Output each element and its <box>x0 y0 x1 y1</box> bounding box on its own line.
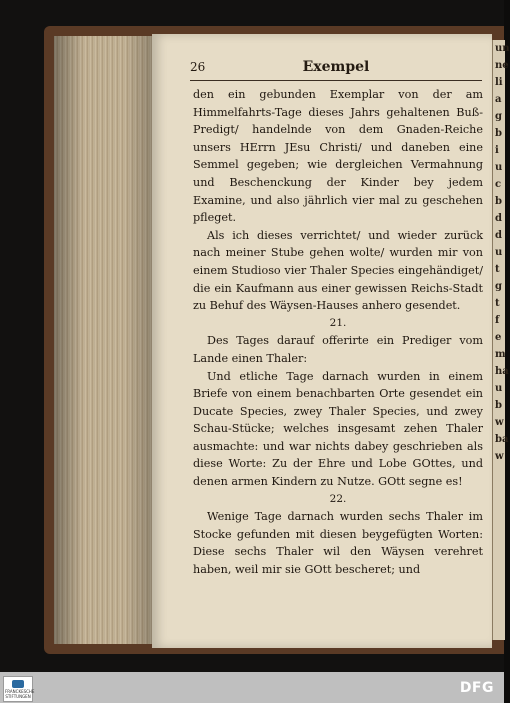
page-number: 26 <box>190 60 206 74</box>
paragraph: den ein gebunden Exemplar von der am Himmelfahrts-Tage dieses Jahrs gehaltenen Buß-Predigt/ handelnde von dem Gnaden-Reiche unsers HErrn JEsu Christi/ und daneben eine Semmel gegeben; wie dergleichen Vermahnung und Beschenckung der Kinder bey jedem Examine, und also jährlich vier mal zu geschehen pfleget. <box>193 88 483 225</box>
logo-icon <box>12 680 24 688</box>
page-header <box>190 60 482 78</box>
section-number: 22. <box>329 492 347 505</box>
paragraph: Und etliche Tage darnach wurden in einem Briefe von einem benachbarten Orte gesendet ein Ducate Species, zwey Thaler Species, und zwey Schau-Stücke; welches insgesamt zehen Thaler ausmachte: und war nichts dabey geschrieben als diese Worte: Zu der Ehre und Lobe GOttes, und denen armen Kindern zu Nutze. GOtt segne es! <box>193 369 483 489</box>
dfg-logo[interactable]: DFG <box>459 680 494 696</box>
paragraph: Als ich dieses verrichtet/ und wieder zurück nach meiner Stube gehen wolte/ wurden mir von einem Studioso vier Thaler Species eingehändiget/ die ein Kaufmann aus einer gewissen Reichs-Stadt zu Behuf des Wäysen-Hauses anhero gesendet. <box>193 228 483 313</box>
institution-logo[interactable] <box>3 676 33 702</box>
running-title: Exempel <box>302 59 370 75</box>
viewer-footer <box>0 672 504 703</box>
paragraph: Des Tages darauf offerirte ein Prediger vom Lande einen Thaler: <box>193 334 483 365</box>
page-body <box>193 86 483 579</box>
paragraph: Wenige Tage darnach wurden sechs Thaler im Stocke gefunden mit diesen beygefügten Worten: Diese sechs Thaler wil den Wäysen verehret haben, weil mir sie GOtt bescheret; und <box>193 510 483 577</box>
header-rule <box>190 80 482 81</box>
section-number: 21. <box>329 316 347 329</box>
logo-text: FRANCKESCHE STIFTUNGEN <box>5 689 35 699</box>
next-page-edge: un ne li a g b i u c b d d u t g t f e m ha u b w ba w <box>492 40 505 640</box>
